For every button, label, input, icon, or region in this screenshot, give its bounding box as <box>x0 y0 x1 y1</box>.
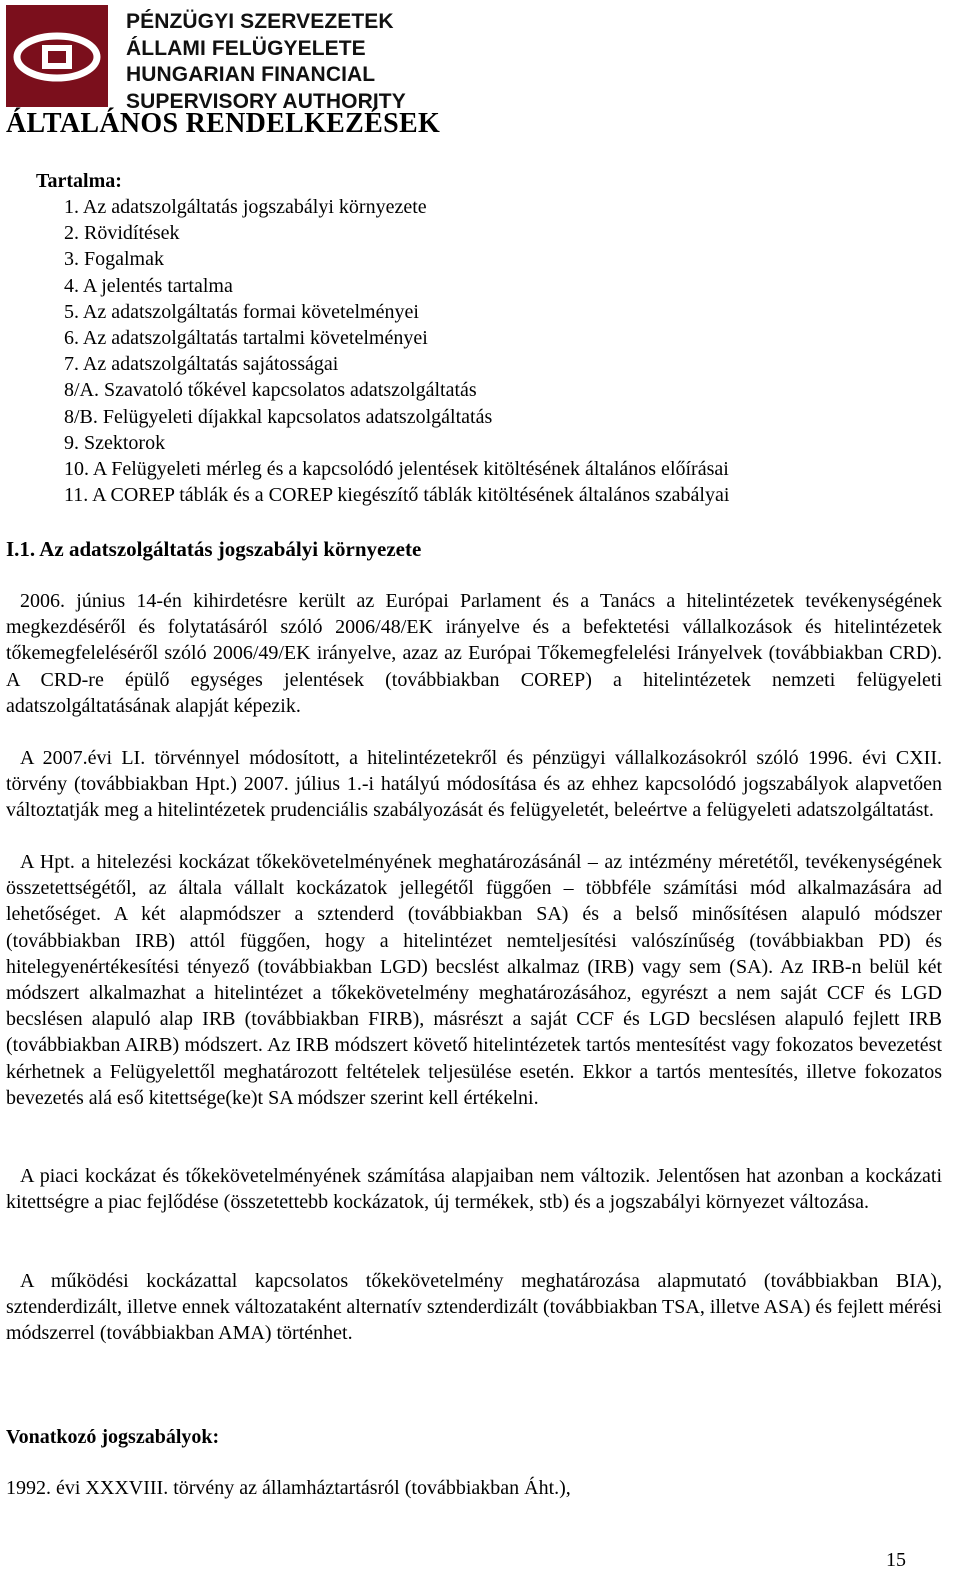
toc-item: 11. A COREP táblák és a COREP kiegészítő táblák kitöltésének általános szabályai <box>64 484 730 507</box>
paragraph: A 2007.évi LI. törvénnyel módosított, a hitelintézetekről és pénzügyi vállalkozásokról szóló 1996. évi CXII. törvény (továbbiakban Hpt.) 2007. július 1.-i hatályú módosítása és az ehhez kapcsolódó jogszabályok alapvetően változtatják meg a hitelintézetek prudenciális szabályozását és felügyeletét, beleértve a felügyeleti adatszolgáltatást. <box>6 747 942 822</box>
org-name <box>126 9 406 113</box>
toc-item: 10. A Felügyeleti mérleg és a kapcsolódó jelentések kitöltésének általános előírásai <box>64 458 729 481</box>
toc-item: 1. Az adatszolgáltatás jogszabályi környezete <box>64 196 427 218</box>
toc-item: 7. Az adatszolgáltatás sajátosságai <box>64 353 339 376</box>
paragraph: A piaci kockázat és tőkekövetelményének számítása alapjaiban nem változik. Jelentősen hat azonban a kockázati kitettségre a piac fejlődése (összetettebb kockázatok, új termékek, stb) és a jogszabályi környezet változása. <box>6 1165 942 1214</box>
table-of-contents <box>64 194 729 508</box>
org-name-line: ÁLLAMI FELÜGYELETE <box>126 36 366 60</box>
paragraph: A Hpt. a hitelezési kockázat tőkekövetelményének meghatározásánál – az intézmény méretétől, tevékenységének összetettségétől, az általa vállalt kockázatok jellegétől függően – többféle számítási mód alkalmazására ad lehetőséget. A két alapmódszer a sztenderd (továbbiakban SA) és a belső minősítésen alapuló módszer (továbbiakban IRB) attól függően, hogy a hitelintézet nemteljesítési valószínűség (továbbiakban PD) és hitelegyenértékesítési tényező (továbbiakban LGD) becslést alkalmaz (IRB) vagy sem (SA). Az IRB-n belül két módszert alkalmazhat a hitelintézet a tőkekövetelmény meghatározásához, egyrészt a nem saját CCF és LGD becslésen alapuló alap IRB (továbbiakban FIRB), másrészt a saját CCF és LGD becslésen alapuló fejlett IRB (továbbiakban AIRB) módszert. Az IRB módszert követő hitelintézetek tartós mentesítést vagy fokozatos bevezetést kérhetnek a Felügyelettől meghatározott feltételek teljesülése esetén. Ekkor a tartós mentesítés, illetve fokozatos bevezetés alá eső kitettsége(ke)t SA módszer szerint kell értékelni. <box>6 851 942 1109</box>
paragraph: A működési kockázattal kapcsolatos tőkekövetelmény meghatározása alapmutató (továbbiakban BIA), sztenderdizált, illetve ennek változataként alternatív sztenderdizált (továbbiakban TSA, illetve ASA) és fejlett mérési módszerrel (továbbiakban AMA) történhet. <box>6 1270 942 1345</box>
page-header <box>6 5 406 113</box>
org-name-line: PÉNZÜGYI SZERVEZETEK <box>126 10 394 33</box>
toc-heading: Tartalma: <box>36 170 122 192</box>
references-heading: Vonatkozó jogszabályok: <box>6 1426 220 1448</box>
toc-item: 2. Rövidítések <box>64 222 180 245</box>
toc-item: 8/A. Szavatoló tőkével kapcsolatos adatszolgáltatás <box>64 379 477 402</box>
page-number: 15 <box>886 1549 906 1571</box>
toc-item: 6. Az adatszolgáltatás tartalmi követelményei <box>64 327 428 350</box>
toc-item: 3. Fogalmak <box>64 248 164 271</box>
reference-item: 1992. évi XXXVIII. törvény az államháztartásról (továbbiakban Áht.), <box>6 1477 571 1499</box>
toc-item: 8/B. Felügyeleti díjakkal kapcsolatos adatszolgáltatás <box>64 405 493 428</box>
toc-item: 4. A jelentés tartalma <box>64 274 233 297</box>
org-name-line: HUNGARIAN FINANCIAL <box>126 63 376 86</box>
toc-item: 5. Az adatszolgáltatás formai követelményei <box>64 300 419 323</box>
toc-item: 9. Szektorok <box>64 431 166 454</box>
paragraph: 2006. június 14-én kihirdetésre került az Európai Parlament és a Tanács a hitelintézetek tevékenységének megkezdéséről és folytatásáról szóló 2006/48/EK irányelve és a befektetési vállalkozások és hitelintézetek tőkemegfeleléséről szóló 2006/49/EK irányelve, azaz az Európai Tőkemegfelelési Irányelvek (továbbiakban CRD). A CRD-re épülő egységes jelentések (továbbiakban COREP) a hitelintézetek nemzeti felügyeleti adatszolgáltatásának alapját képezik. <box>6 590 942 717</box>
org-name-line: SUPERVISORY AUTHORITY <box>126 89 406 113</box>
authority-logo-icon <box>6 5 108 107</box>
page-title: ÁLTALÁNOS RENDELKEZÉSEK <box>6 108 441 139</box>
section-heading: I.1. Az adatszolgáltatás jogszabályi környezete <box>6 537 422 561</box>
logo <box>6 5 108 107</box>
